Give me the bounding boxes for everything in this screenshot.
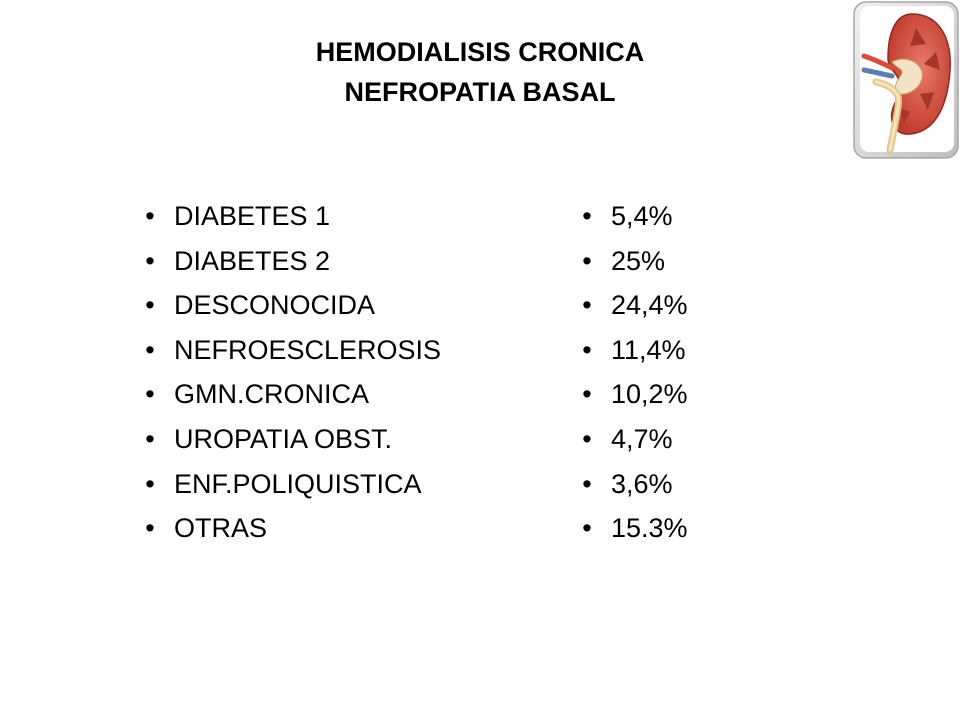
list-item: • 24,4% <box>577 283 688 328</box>
list-item: • OTRAS <box>140 506 441 551</box>
bullet-icon: • <box>145 513 155 544</box>
bullet-icon: • <box>582 468 592 499</box>
list-item: • 3,6% <box>577 462 688 507</box>
bullet-icon: • <box>145 379 155 410</box>
list-item: • 4,7% <box>577 417 688 462</box>
list-item: • 10,2% <box>577 372 688 417</box>
list-item: • NEFROESCLEROSIS <box>140 328 441 373</box>
list-item: • 5,4% <box>577 194 688 239</box>
list-item: • 11,4% <box>577 328 688 373</box>
list-item: • GMN.CRONICA <box>140 372 441 417</box>
list-item: • UROPATIA OBST. <box>140 417 441 462</box>
list-item: • 25% <box>577 239 688 284</box>
list-item: • 15.3% <box>577 506 688 551</box>
bullet-icon: • <box>145 245 155 276</box>
bullet-icon: • <box>582 379 592 410</box>
slide-title <box>160 32 800 112</box>
list-item: • DIABETES 2 <box>140 239 441 284</box>
kidney-image <box>852 0 960 160</box>
list-item: • DIABETES 1 <box>140 194 441 239</box>
diagnosis-list <box>140 194 441 551</box>
bullet-icon: • <box>582 423 592 454</box>
list-item: • DESCONOCIDA <box>140 283 441 328</box>
bullet-icon: • <box>582 334 592 365</box>
title-line-2: NEFROPATIA BASAL <box>344 77 616 107</box>
percentage-list <box>577 194 688 551</box>
bullet-icon: • <box>582 201 592 231</box>
list-item: • ENF.POLIQUISTICA <box>140 462 441 507</box>
bullet-icon: • <box>582 245 592 276</box>
bullet-icon: • <box>582 290 592 321</box>
bullet-icon: • <box>145 290 155 321</box>
bullet-icon: • <box>145 423 155 454</box>
bullet-icon: • <box>145 334 155 365</box>
title-line-1: HEMODIALISIS CRONICA <box>315 37 645 67</box>
bullet-icon: • <box>145 468 155 499</box>
bullet-icon: • <box>145 201 155 231</box>
bullet-icon: • <box>582 513 592 544</box>
kidney-cross-section-icon <box>852 0 960 160</box>
